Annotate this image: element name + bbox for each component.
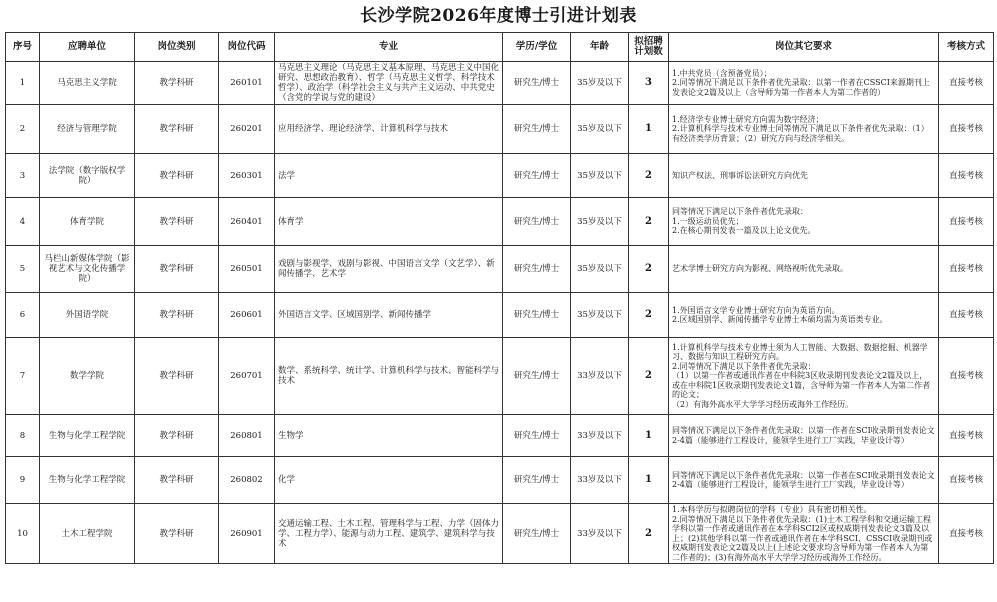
row-code: 260101	[219, 62, 275, 105]
row-degree: 研究生/博士	[503, 246, 571, 293]
row-unit: 经济与管理学院	[40, 105, 135, 154]
row-number: 9	[6, 457, 40, 504]
header-age: 年龄	[571, 33, 629, 62]
row-degree: 研究生/博士	[503, 62, 571, 105]
table-row	[6, 154, 994, 198]
row-code: 260901	[219, 504, 275, 564]
row-major: 数学、系统科学、统计学、计算机科学与技术、智能科学与技术	[275, 338, 503, 415]
row-age: 35岁及以下	[571, 105, 629, 154]
row-age: 35岁及以下	[571, 246, 629, 293]
row-number: 1	[6, 62, 40, 105]
row-requirements: 知识产权法、刑事诉讼法研究方向优先	[669, 154, 939, 198]
table-row	[6, 338, 994, 415]
row-major: 生物学	[275, 415, 503, 457]
row-degree: 研究生/博士	[503, 198, 571, 246]
header-category: 岗位类别	[135, 33, 219, 62]
row-count: 2	[629, 504, 669, 564]
row-count: 3	[629, 62, 669, 105]
row-unit: 外国语学院	[40, 293, 135, 338]
row-requirements: 同等情况下满足以下条件者优先录取： 1.一级运动员优先； 2.在核心期刊发表一篇及以上论文优先。	[669, 198, 939, 246]
row-major: 马克思主义理论（马克思主义基本原理、马克思主义中国化研究、思想政治教育）、哲学（马克思主义哲学、科学技术哲学）、政治学（科学社会主义与共产主义运动、中共党史（含党的学说与党的建设）	[275, 62, 503, 105]
header-count: 拟招聘计划数	[629, 33, 669, 62]
header-row	[6, 33, 994, 62]
row-unit: 法学院（数字版权学院）	[40, 154, 135, 198]
row-age: 33岁及以下	[571, 415, 629, 457]
row-code: 260301	[219, 154, 275, 198]
row-category: 教学科研	[135, 293, 219, 338]
row-major: 外国语言文学、区域国别学、新闻传播学	[275, 293, 503, 338]
row-number: 3	[6, 154, 40, 198]
row-count: 2	[629, 338, 669, 415]
row-code: 260401	[219, 198, 275, 246]
row-unit: 土木工程学院	[40, 504, 135, 564]
row-degree: 研究生/博士	[503, 415, 571, 457]
row-method: 直接考核	[939, 198, 994, 246]
row-method: 直接考核	[939, 457, 994, 504]
row-degree: 研究生/博士	[503, 293, 571, 338]
row-code: 260802	[219, 457, 275, 504]
row-unit: 数学学院	[40, 338, 135, 415]
row-code: 260501	[219, 246, 275, 293]
row-code: 260201	[219, 105, 275, 154]
row-category: 教学科研	[135, 504, 219, 564]
row-category: 教学科研	[135, 246, 219, 293]
row-count: 1	[629, 415, 669, 457]
row-category: 教学科研	[135, 62, 219, 105]
row-number: 10	[6, 504, 40, 564]
row-count: 2	[629, 293, 669, 338]
row-method: 直接考核	[939, 415, 994, 457]
row-age: 35岁及以下	[571, 62, 629, 105]
row-requirements: 1.计算机科学与技术专业博士须为人工智能、大数据、数据挖掘、机器学习、数据与知识工程研究方向。 2.同等情况下满足以下条件者优先录取： （1）以第一作者或通讯作者在中科院3区收录期刊发表论文2篇及以上，或在中科院1区收录期刊发表论文1篇，含导师为第一作者本人为第二作者的论文； （2）有海外高水平大学学习经历或海外工作经历。	[669, 338, 939, 415]
table-row	[6, 62, 994, 105]
row-number: 2	[6, 105, 40, 154]
header-major: 专业	[275, 33, 503, 62]
row-requirements: 1.经济学专业博士研究方向需为数字经济； 2.计算机科学与技术专业博士同等情况下满足以下条件者优先录取：（1）有经济类学历背景；（2）研究方向与经济学相关。	[669, 105, 939, 154]
row-requirements: 1.本科学历与拟聘岗位的学科（专业）具有密切相关性。 2.同等情况下满足以下条件者优先录取：(1)土木工程学科和交通运输工程学科以第一作者或通讯作者在本学科SCI2区或权威期刊发表论文3篇及以上；(2)其他学科以第一作者或通讯作者在本学科SCI、CSSCI收录期刊或权威期刊发表论文2篇及以上(上述论文要求均含导师为第一作者本人为第二作者的)；(3)有海外高水平大学学习经历或海外工作经历。	[669, 504, 939, 564]
row-degree: 研究生/博士	[503, 457, 571, 504]
table-row	[6, 105, 994, 154]
row-major: 法学	[275, 154, 503, 198]
row-category: 教学科研	[135, 457, 219, 504]
table-row	[6, 457, 994, 504]
row-method: 直接考核	[939, 293, 994, 338]
row-age: 35岁及以下	[571, 154, 629, 198]
row-method: 直接考核	[939, 105, 994, 154]
row-major: 应用经济学、理论经济学、计算机科学与技术	[275, 105, 503, 154]
row-code: 260701	[219, 338, 275, 415]
row-degree: 研究生/博士	[503, 154, 571, 198]
row-category: 教学科研	[135, 105, 219, 154]
row-number: 7	[6, 338, 40, 415]
row-unit: 马克思主义学院	[40, 62, 135, 105]
row-unit: 体育学院	[40, 198, 135, 246]
header-no: 序号	[6, 33, 40, 62]
row-major: 化学	[275, 457, 503, 504]
row-unit: 生物与化学工程学院	[40, 415, 135, 457]
row-count: 2	[629, 154, 669, 198]
row-count: 1	[629, 105, 669, 154]
table-row	[6, 415, 994, 457]
header-code: 岗位代码	[219, 33, 275, 62]
row-method: 直接考核	[939, 246, 994, 293]
recruitment-table	[5, 32, 994, 564]
header-unit: 应聘单位	[40, 33, 135, 62]
table-row	[6, 293, 994, 338]
row-age: 33岁及以下	[571, 338, 629, 415]
row-count: 2	[629, 198, 669, 246]
row-requirements: 1.外国语言文学专业博士研究方向为英语方向。 2.区域国别学、新闻传播学专业博士本硕均需为英语类专业。	[669, 293, 939, 338]
row-code: 260601	[219, 293, 275, 338]
row-degree: 研究生/博士	[503, 504, 571, 564]
row-number: 4	[6, 198, 40, 246]
row-category: 教学科研	[135, 154, 219, 198]
row-requirements: 1.中共党员（含预备党员）； 2.同等情况下满足以下条件者优先录取：以第一作者在CSSCI来源期刊上发表论文2篇及以上（含导师为第一作者本人为第二作者的）	[669, 62, 939, 105]
row-degree: 研究生/博士	[503, 105, 571, 154]
table-row	[6, 198, 994, 246]
row-major: 戏剧与影视学、戏剧与影视、中国语言文学（文艺学）、新闻传播学、艺术学	[275, 246, 503, 293]
header-requirements: 岗位其它要求	[669, 33, 939, 62]
row-number: 6	[6, 293, 40, 338]
header-degree: 学历/学位	[503, 33, 571, 62]
row-requirements: 同等情况下满足以下条件者优先录取：以第一作者在SCI收录期刊发表论文2-4篇（能够进行工程设计，能领学生进行工厂实践，毕业设计等）	[669, 457, 939, 504]
row-major: 体育学	[275, 198, 503, 246]
row-category: 教学科研	[135, 198, 219, 246]
table-row	[6, 504, 994, 564]
row-count: 2	[629, 246, 669, 293]
row-requirements: 同等情况下满足以下条件者优先录取：以第一作者在SCI收录期刊发表论文2-4篇（能够进行工程设计，能领学生进行工厂实践，毕业设计等）	[669, 415, 939, 457]
row-method: 直接考核	[939, 62, 994, 105]
row-code: 260801	[219, 415, 275, 457]
row-unit: 生物与化学工程学院	[40, 457, 135, 504]
row-requirements: 艺术学博士研究方向为影视、网络视听优先录取。	[669, 246, 939, 293]
row-unit: 马栏山新媒体学院（影视艺术与文化传播学院）	[40, 246, 135, 293]
row-degree: 研究生/博士	[503, 338, 571, 415]
row-major: 交通运输工程、土木工程、管理科学与工程、力学（固体力学、工程力学）、能源与动力工程、建筑学、建筑科学与技术	[275, 504, 503, 564]
row-age: 33岁及以下	[571, 504, 629, 564]
row-age: 35岁及以下	[571, 293, 629, 338]
row-method: 直接考核	[939, 338, 994, 415]
row-age: 35岁及以下	[571, 198, 629, 246]
row-count: 1	[629, 457, 669, 504]
row-age: 33岁及以下	[571, 457, 629, 504]
row-category: 教学科研	[135, 338, 219, 415]
row-category: 教学科研	[135, 415, 219, 457]
page-title: 长沙学院2026年度博士引进计划表	[360, 6, 637, 26]
row-number: 8	[6, 415, 40, 457]
row-method: 直接考核	[939, 154, 994, 198]
row-method: 直接考核	[939, 504, 994, 564]
table-row	[6, 246, 994, 293]
header-method: 考核方式	[939, 33, 994, 62]
row-number: 5	[6, 246, 40, 293]
